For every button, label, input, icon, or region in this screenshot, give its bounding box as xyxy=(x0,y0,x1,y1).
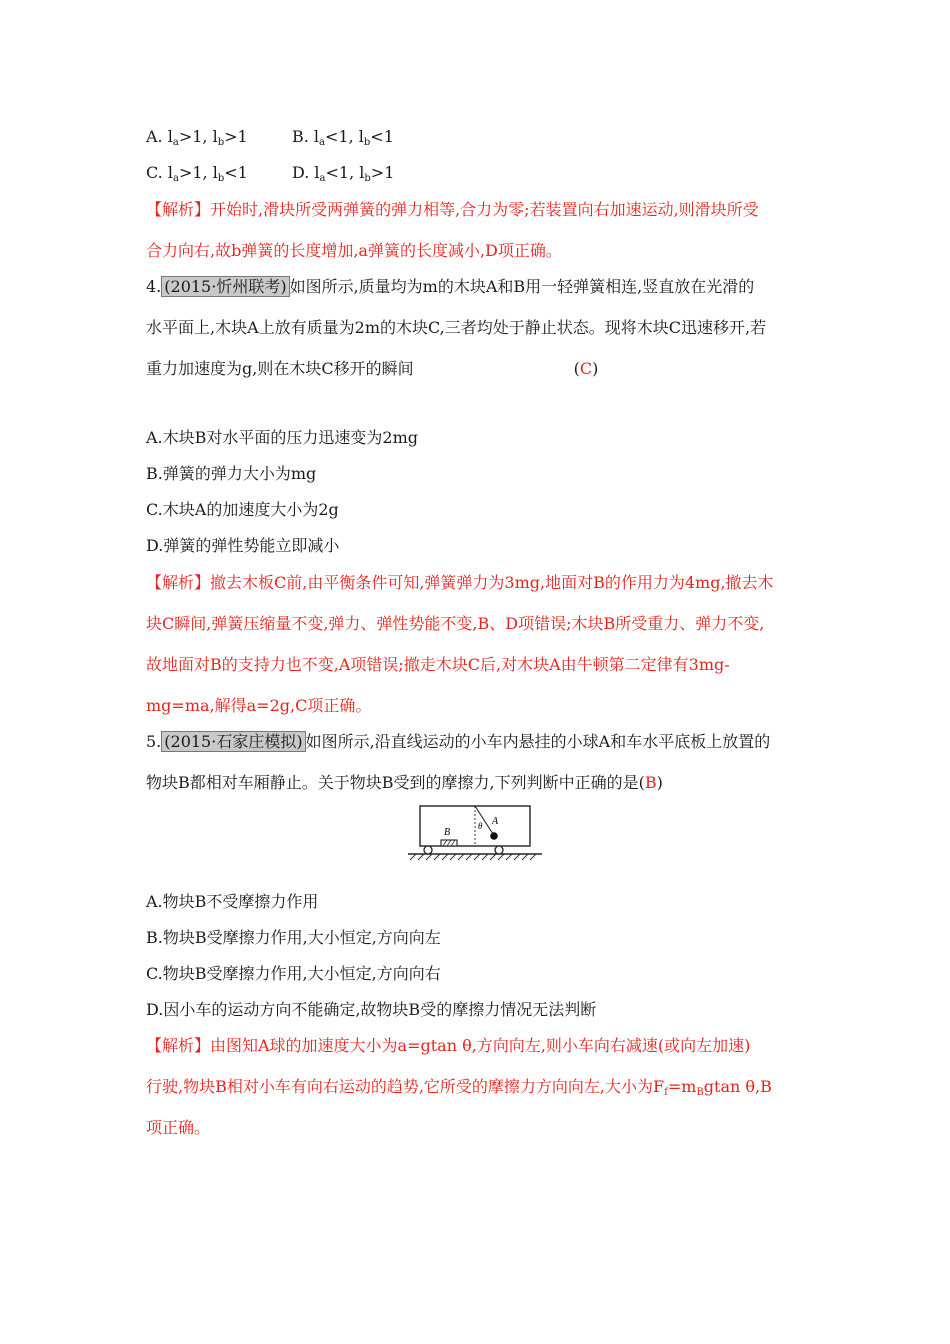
q5-option: B.物块B受摩擦力作用,大小恒定,方向向左 xyxy=(146,928,441,947)
q3-option-c: C. $l_a>1$, $l_b<1$ xyxy=(146,163,248,184)
q5-stem-line: 5. (2015·石家庄模拟) 如图所示,沿直线运动的小车内悬挂的小球A和车水平底板上放置的 xyxy=(146,732,771,751)
q5-analysis-line: 行驶,物块B相对小车有向右运动的趋势,它所受的摩擦力方向向左,大小为$F_f=m_Bgtan$ θ,B xyxy=(146,1077,772,1098)
q3-option-d: D. $l_a<1$, $l_b>1$ xyxy=(292,163,395,184)
q4-option: D.弹簧的弹性势能立即减小 xyxy=(146,536,340,555)
q3-analysis-line: 合力向右,故b弹簧的长度增加,a弹簧的长度减小,D项正确。 xyxy=(146,241,562,260)
q4-option: A.木块B对水平面的压力迅速变为2mg xyxy=(146,428,418,447)
ground-hatch xyxy=(410,854,536,860)
q4-source-tag: (2015·忻州联考) xyxy=(161,276,289,297)
q4-stem-line: 4. (2015·忻州联考) 如图所示,质量均为m的木块A和B用一轻弹簧相连,竖直放在光滑的 xyxy=(146,277,755,296)
q4-stem-line: 水平面上,木块A上放有质量为2m的木块C,三者均处于静止状态。现将木块C迅速移开,若 xyxy=(146,318,767,337)
cart-figure xyxy=(408,804,542,864)
q5-option: C.物块B受摩擦力作用,大小恒定,方向向右 xyxy=(146,964,441,983)
q5-analysis-line: 【解析】由图知A球的加速度大小为a=gtan θ,方向向左,则小车向右减速(或向左加速) xyxy=(146,1036,751,1055)
label-theta: θ xyxy=(478,821,483,831)
q4-stem-line: 重力加速度为g,则在木块C移开的瞬间 (C) xyxy=(146,359,599,378)
q4-analysis-line: 【解析】撤去木板C前,由平衡条件可知,弹簧弹力为3mg,地面对B的作用力为4mg,撤去木 xyxy=(146,573,774,592)
q5-option: D.因小车的运动方向不能确定,故物块B受的摩擦力情况无法判断 xyxy=(146,1000,597,1019)
q4-number: 4. xyxy=(146,277,162,296)
q3-option-a: A. $l_a>1$, $l_b>1$ xyxy=(146,127,248,148)
q5-answer: B xyxy=(644,773,657,792)
right-wheel xyxy=(495,846,503,854)
q5-option: A.物块B不受摩擦力作用 xyxy=(146,892,319,911)
label-b: B xyxy=(444,827,451,838)
q4-analysis-line: 块C瞬间,弹簧压缩量不变,弹力、弹性势能不变,B、D项错误;木块B所受重力、弹力不变, xyxy=(146,614,765,633)
q4-option: B.弹簧的弹力大小为mg xyxy=(146,464,317,483)
q4-option: C.木块A的加速度大小为2g xyxy=(146,500,339,519)
q5-number: 5. xyxy=(146,732,162,751)
ball-a xyxy=(490,832,498,840)
left-wheel xyxy=(424,846,432,854)
q4-answer: C xyxy=(579,359,593,378)
q5-stem-line: 物块B都相对车厢静止。关于物块B受到的摩擦力,下列判断中正确的是(B) xyxy=(146,773,663,792)
q5-source-tag: (2015·石家庄模拟) xyxy=(161,731,305,752)
q3-option-b: B. $l_a<1$, $l_b<1$ xyxy=(292,127,394,148)
q4-analysis-line: 故地面对B的支持力也不变,A项错误;撤走木块C后,对木块A由牛顿第二定律有3mg- xyxy=(146,655,730,674)
q4-analysis-line: mg=ma,解得a=2g,C项正确。 xyxy=(146,696,372,715)
q3-analysis-line: 【解析】开始时,滑块所受两弹簧的弹力相等,合力为零;若装置向右加速运动,则滑块所受 xyxy=(146,200,759,219)
q5-analysis-line: 项正确。 xyxy=(146,1118,211,1137)
label-a: A xyxy=(492,816,499,827)
